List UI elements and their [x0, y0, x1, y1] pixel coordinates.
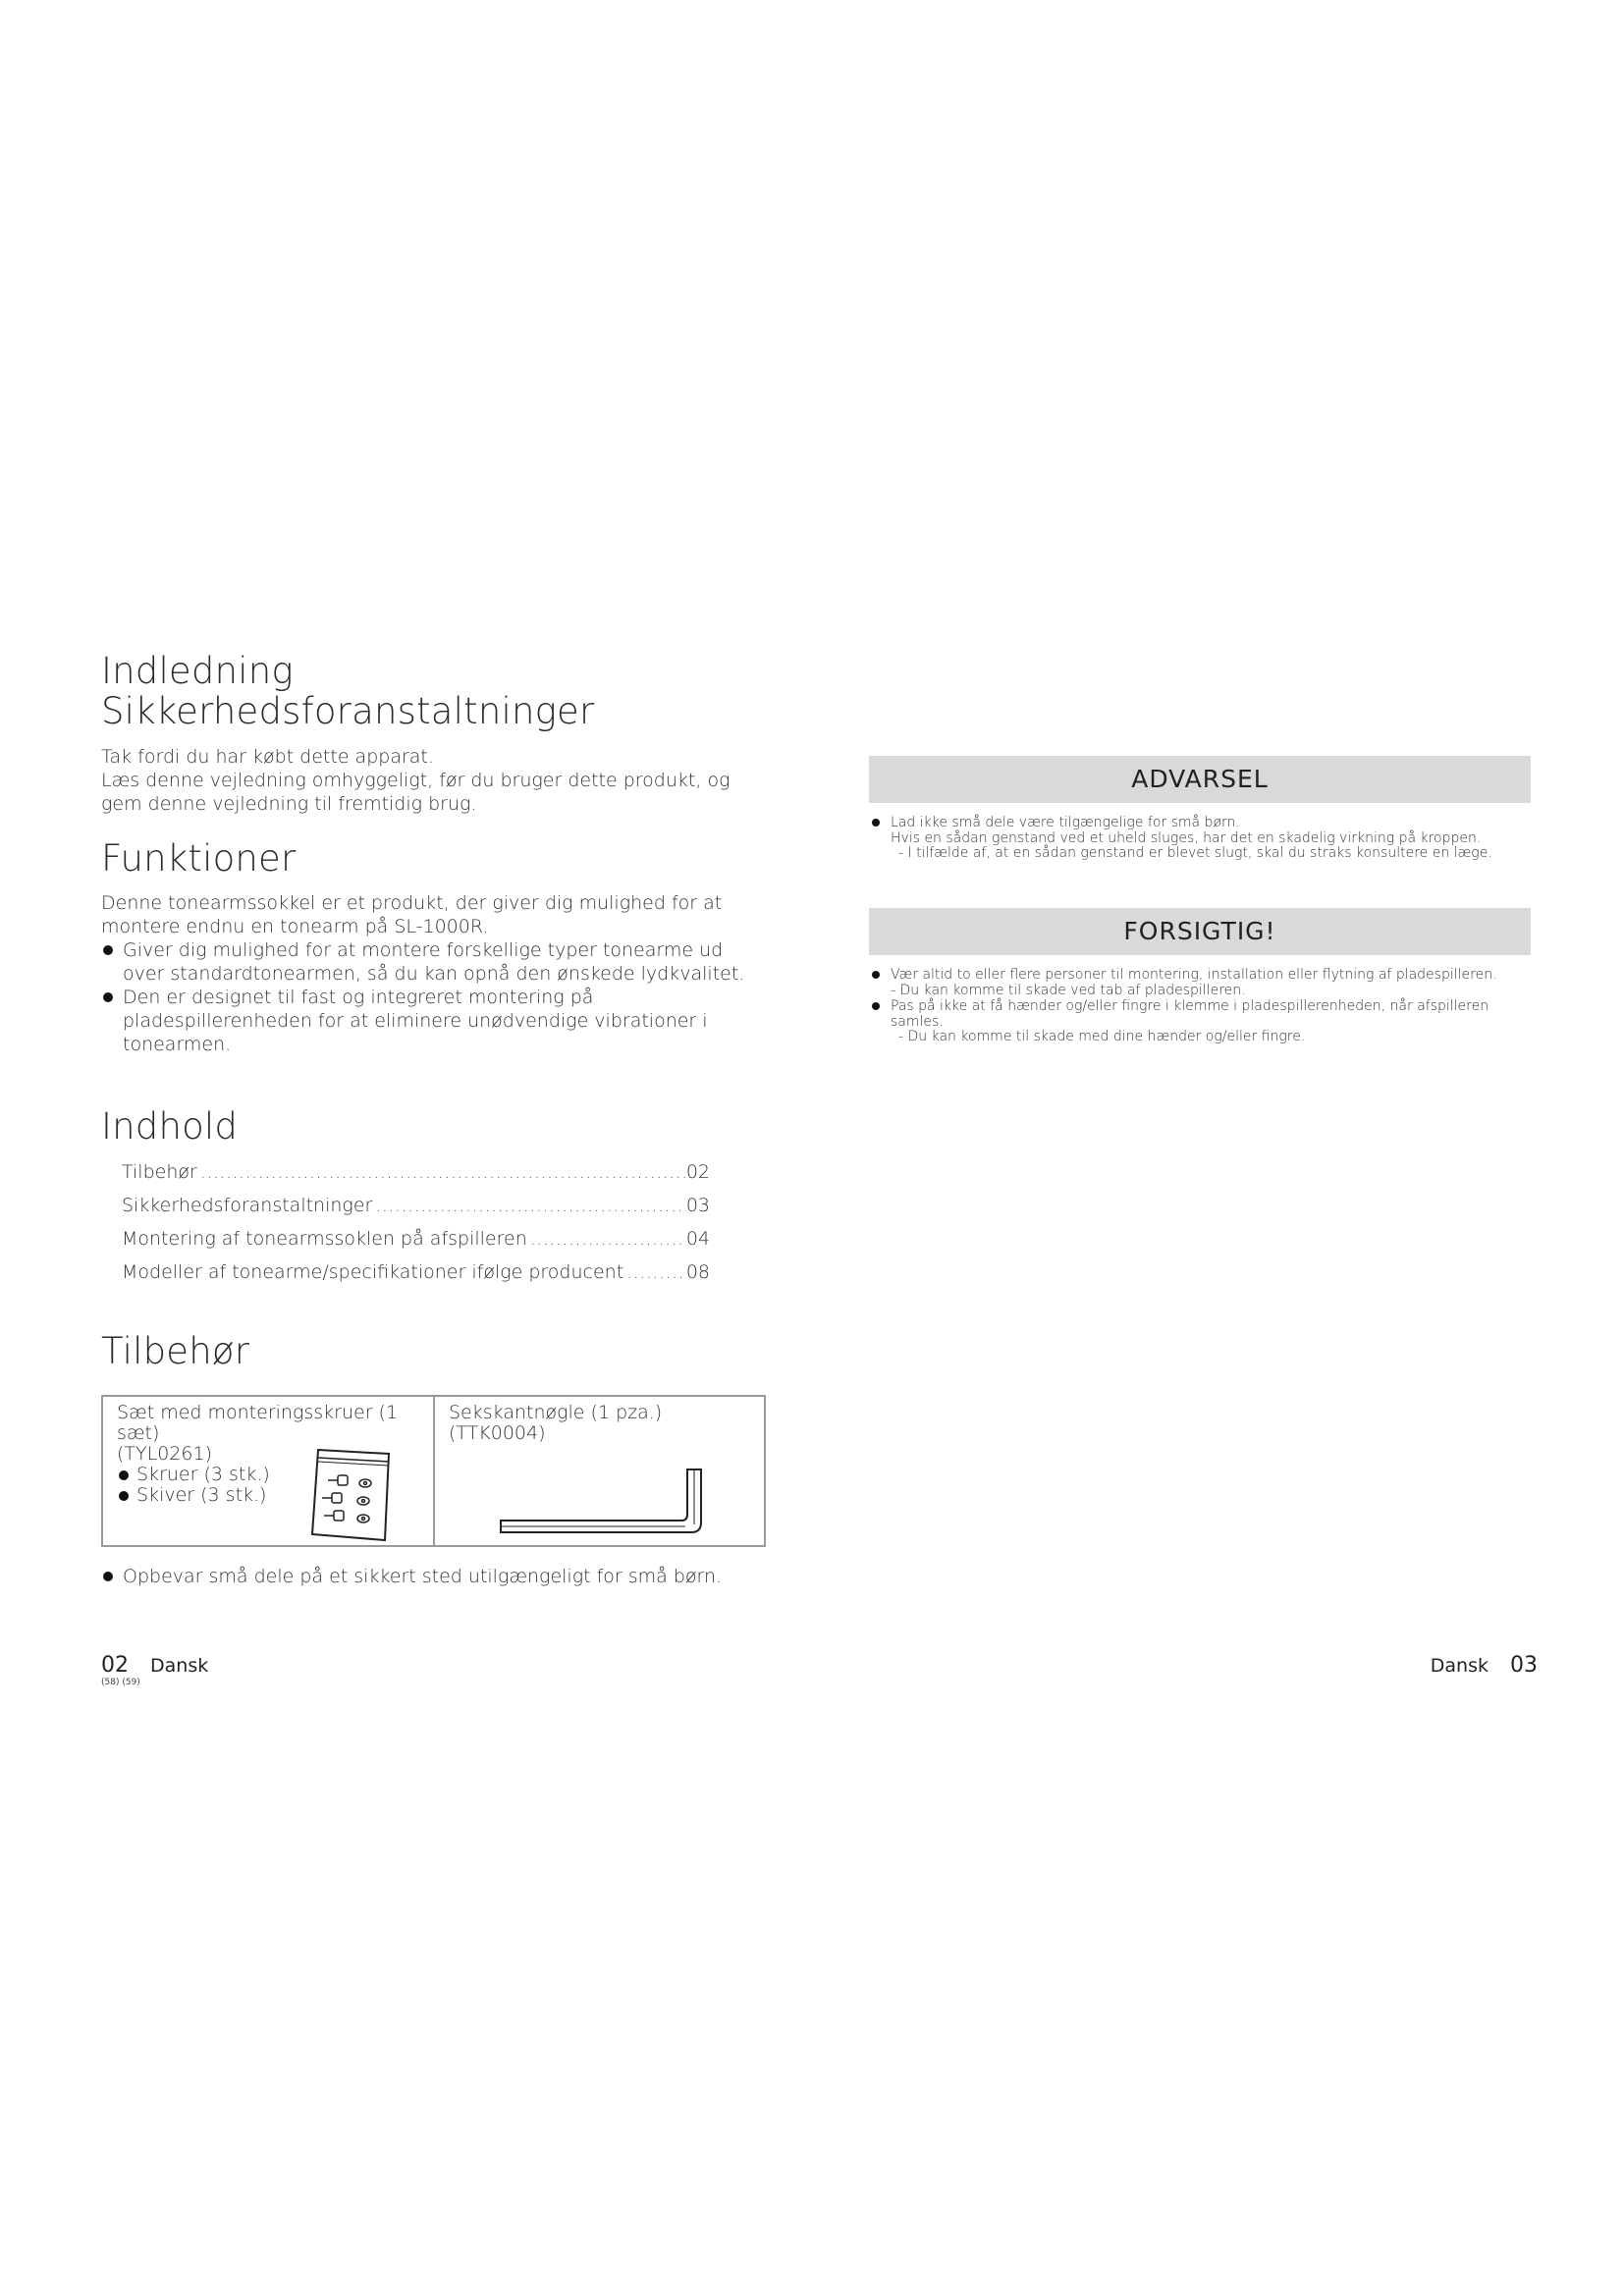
- caution-text: - Du kan komme til skade med dine hænder og/eller fingre.: [898, 1029, 1306, 1044]
- intro-line: Tak fordi du har købt dette apparat.: [101, 746, 434, 769]
- intro-line: Læs denne vejledning omhyggeligt, før du bruger dette produkt, og: [101, 770, 731, 792]
- accessory-code: (TTK0004): [449, 1422, 546, 1445]
- toc-row[interactable]: [122, 1222, 710, 1255]
- advarsel-banner: ADVARSEL: [869, 756, 1531, 803]
- tilbehor-heading: Tilbehør: [101, 1329, 250, 1372]
- toc-leader: [372, 1189, 685, 1222]
- toc-title: Montering af tonearmssoklen på afspilleren: [122, 1227, 527, 1250]
- toc-leader: [623, 1255, 686, 1289]
- intro-section: [101, 652, 779, 816]
- funktioner-line: montere endnu en tonearm på SL-1000R.: [101, 916, 489, 938]
- funktioner-line: Denne tonearmssokkel er et produkt, der giver dig mulighed for at: [101, 892, 723, 915]
- funktioner-heading: Funktioner: [101, 837, 297, 881]
- advarsel-list: [869, 815, 1531, 861]
- accessory-code: (TYL0261): [117, 1443, 212, 1466]
- intro-heading: Indledning Sikkerhedsforanstaltninger: [101, 650, 595, 732]
- tilbehor-section: [101, 1329, 779, 1589]
- intro-text: [101, 745, 779, 816]
- toc-title: Tilbehør: [122, 1160, 197, 1183]
- caution-text: samles.: [891, 1014, 944, 1030]
- list-item: [869, 967, 1531, 998]
- left-column: [101, 652, 779, 1588]
- toc-row[interactable]: [122, 1255, 710, 1289]
- list-item: Skruer (3 stk.): [117, 1465, 419, 1485]
- list-item: Skiver (3 stk.): [117, 1485, 419, 1506]
- warning-text: Lad ikke små dele være tilgængelige for små børn.: [891, 815, 1240, 830]
- indhold-heading: Indhold: [101, 1105, 239, 1148]
- forsigtig-banner: FORSIGTIG!: [869, 908, 1531, 955]
- table-of-contents: [101, 1155, 710, 1289]
- toc-title: Modeller af tonearme/specifikationer ifølge producent: [122, 1260, 624, 1283]
- list-item: Den er designet til fast og integreret montering på pladespillerenheden for at eliminere unødvendige vibrationer i tonearmen.: [101, 986, 730, 1056]
- toc-page: 03: [685, 1194, 710, 1216]
- list-item: [869, 815, 1531, 861]
- toc-row[interactable]: [122, 1189, 710, 1222]
- screw-bag-icon: [304, 1446, 399, 1544]
- toc-leader: [527, 1222, 686, 1255]
- warning-text: Hvis en sådan genstand ved et uheld sluges, har det en skadelig virkning på kroppen.: [891, 830, 1482, 846]
- caution-text: Pas på ikke at få hænder og/eller fingre i klemme i pladespillerenheden, når afspilleren: [891, 998, 1489, 1014]
- intro-line: gem denne vejledning til fremtidig brug.: [101, 793, 477, 816]
- toc-row[interactable]: [122, 1155, 710, 1189]
- caution-text: Vær altid to eller flere personer til montering, installation eller flytning af pladespilleren.: [891, 967, 1497, 983]
- toc-page: 04: [685, 1227, 710, 1250]
- toc-leader: [197, 1155, 686, 1189]
- toc-page: 08: [685, 1260, 710, 1283]
- tilbehor-note: [101, 1565, 779, 1588]
- page-number: 02: [101, 1653, 129, 1678]
- right-column: [869, 756, 1531, 1044]
- accessory-title: Sæt med monteringsskruer (1 sæt): [117, 1402, 399, 1445]
- toc-title: Sikkerhedsforanstaltninger: [122, 1194, 373, 1216]
- accessory-cell-hexkey: [435, 1397, 764, 1545]
- funktioner-section: [101, 839, 779, 1056]
- list-item: [869, 998, 1531, 1044]
- list-item: Giver dig mulighed for at montere forskellige typer tonearme ud over standardtonearmen, så du kan opnå den ønskede lydkvalitet.: [101, 938, 769, 986]
- warning-text: - I tilfælde af, at en sådan genstand er blevet slugt, skal du straks konsultere en læge.: [898, 845, 1492, 861]
- funktioner-text: [101, 891, 779, 938]
- forsigtig-list: [869, 967, 1531, 1044]
- footer-language: Dansk: [1430, 1655, 1489, 1677]
- accessory-title: Sekskantnøgle (1 pza.): [449, 1402, 663, 1424]
- footer-right: [1431, 1653, 1538, 1678]
- footer-language: Dansk: [150, 1655, 209, 1677]
- footer-left: [101, 1653, 208, 1687]
- indhold-section: [101, 1107, 779, 1289]
- caution-text: - Du kan komme til skade ved tab af pladespilleren.: [891, 983, 1246, 998]
- accessory-cell-screws: [103, 1397, 435, 1545]
- page-number: 03: [1510, 1653, 1538, 1678]
- accessory-table: [101, 1395, 766, 1547]
- list-item: Opbevar små dele på et sikkert sted utilgængeligt for små børn.: [101, 1565, 779, 1588]
- hex-key-icon: [499, 1466, 705, 1534]
- toc-page: 02: [685, 1160, 710, 1183]
- funktioner-list: [101, 938, 779, 1056]
- footer-small-code: (58) (59): [101, 1678, 140, 1687]
